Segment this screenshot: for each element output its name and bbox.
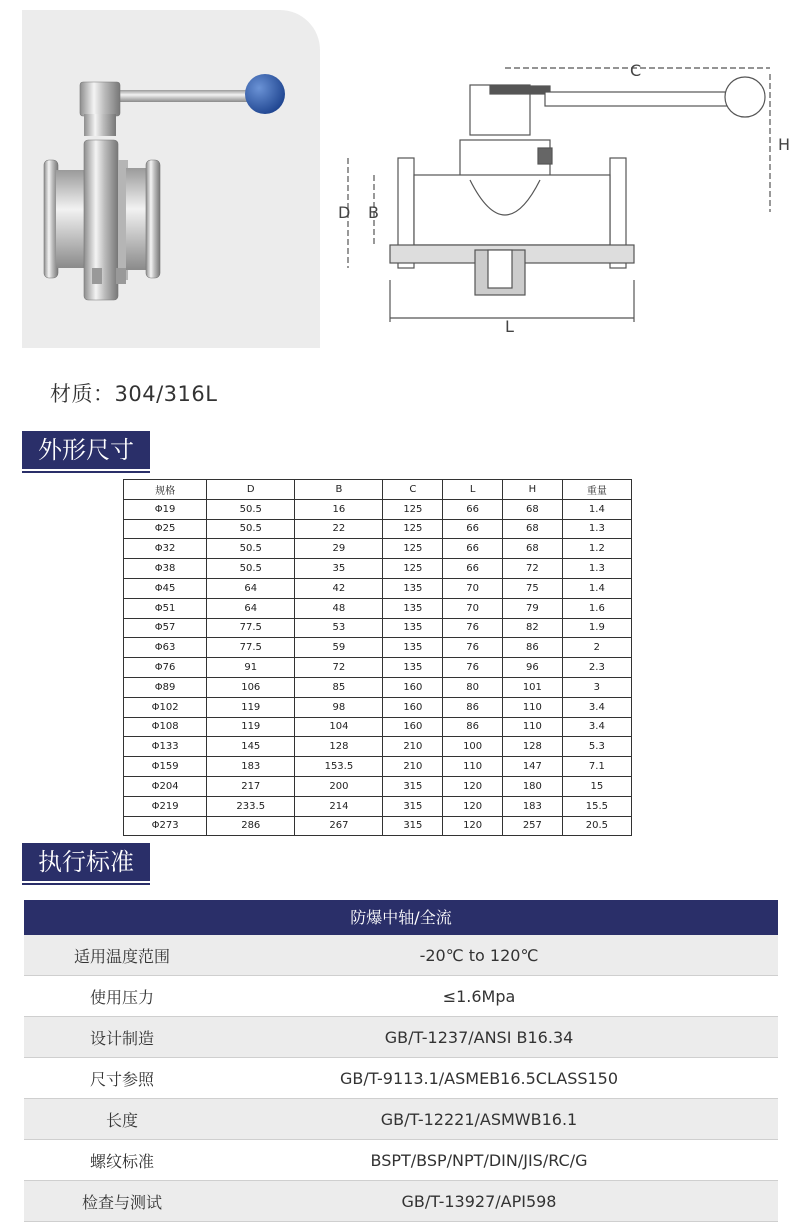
table-cell: 66: [443, 559, 503, 579]
table-cell: 79: [502, 598, 562, 618]
table-cell: 1.3: [562, 559, 631, 579]
table-cell: 315: [383, 796, 443, 816]
table-cell: 98: [295, 697, 383, 717]
table-row: [124, 539, 632, 559]
table-row: [124, 757, 632, 777]
standards-row: [24, 935, 778, 976]
table-cell: Φ219: [124, 796, 207, 816]
table-header-cell: 重量: [562, 480, 631, 500]
table-cell: 135: [383, 578, 443, 598]
table-cell: 50.5: [207, 539, 295, 559]
table-cell: 106: [207, 677, 295, 697]
standards-row: [24, 1058, 778, 1099]
dim-label-b: B: [368, 203, 379, 222]
table-row: [124, 776, 632, 796]
material-label: 材质：304/316L: [50, 382, 218, 406]
table-cell: 110: [502, 717, 562, 737]
table-cell: Φ38: [124, 559, 207, 579]
table-cell: 29: [295, 539, 383, 559]
table-cell: 68: [502, 519, 562, 539]
table-cell: 76: [443, 618, 503, 638]
table-cell: 101: [502, 677, 562, 697]
standards-value: BSPT/BSP/NPT/DIN/JIS/RC/G: [370, 1150, 588, 1170]
table-cell: 76: [443, 638, 503, 658]
table-cell: 72: [295, 658, 383, 678]
table-cell: Φ76: [124, 658, 207, 678]
table-cell: 3: [562, 677, 631, 697]
table-cell: 35: [295, 559, 383, 579]
technical-drawing: [330, 50, 800, 340]
table-cell: Φ273: [124, 816, 207, 836]
table-cell: 86: [443, 717, 503, 737]
table-cell: 183: [207, 757, 295, 777]
valve-dimension-drawing: [330, 50, 800, 340]
table-cell: 100: [443, 737, 503, 757]
table-cell: 53: [295, 618, 383, 638]
table-cell: 210: [383, 737, 443, 757]
table-cell: 22: [295, 519, 383, 539]
table-cell: 135: [383, 598, 443, 618]
table-cell: 7.1: [562, 757, 631, 777]
table-cell: 77.5: [207, 638, 295, 658]
standards-value: GB/T-1237/ANSI B16.34: [384, 1027, 574, 1047]
standards-table: [24, 900, 778, 1222]
table-cell: 153.5: [295, 757, 383, 777]
table-cell: 66: [443, 499, 503, 519]
standards-row: [24, 1017, 778, 1058]
table-row: [124, 677, 632, 697]
table-cell: 3.4: [562, 717, 631, 737]
standards-value: GB/T-12221/ASMWB16.1: [380, 1109, 578, 1129]
table-cell: 135: [383, 658, 443, 678]
table-header-row: [124, 480, 632, 500]
table-cell: 85: [295, 677, 383, 697]
table-cell: 135: [383, 638, 443, 658]
table-cell: 119: [207, 697, 295, 717]
table-cell: 200: [295, 776, 383, 796]
product-photo: [22, 10, 320, 348]
table-cell: 1.9: [562, 618, 631, 638]
table-cell: 147: [502, 757, 562, 777]
butterfly-valve-illustration: [22, 10, 320, 348]
table-cell: 70: [443, 598, 503, 618]
table-row: [124, 717, 632, 737]
table-cell: 68: [502, 499, 562, 519]
dim-label-l: L: [505, 317, 514, 336]
standards-row: [24, 1140, 778, 1181]
table-cell: 75: [502, 578, 562, 598]
table-cell: 64: [207, 578, 295, 598]
table-cell: 214: [295, 796, 383, 816]
table-cell: 77.5: [207, 618, 295, 638]
table-cell: 66: [443, 539, 503, 559]
table-cell: 2.3: [562, 658, 631, 678]
table-cell: 50.5: [207, 559, 295, 579]
dim-label-c: C: [630, 61, 642, 80]
table-cell: 66: [443, 519, 503, 539]
table-cell: Φ159: [124, 757, 207, 777]
standards-row: [24, 1099, 778, 1140]
table-cell: 1.3: [562, 519, 631, 539]
table-cell: Φ102: [124, 697, 207, 717]
table-row: [124, 658, 632, 678]
table-row: [124, 578, 632, 598]
table-cell: 217: [207, 776, 295, 796]
table-cell: 2: [562, 638, 631, 658]
table-cell: 91: [207, 658, 295, 678]
table-header-cell: D: [207, 480, 295, 500]
table-cell: 48: [295, 598, 383, 618]
table-cell: 1.4: [562, 499, 631, 519]
table-cell: 125: [383, 499, 443, 519]
table-cell: 16: [295, 499, 383, 519]
standards-key: 螺纹标准: [89, 1151, 154, 1171]
table-cell: 160: [383, 697, 443, 717]
table-cell: 110: [502, 697, 562, 717]
table-cell: Φ57: [124, 618, 207, 638]
table-cell: 128: [502, 737, 562, 757]
table-row: [124, 499, 632, 519]
table-cell: 315: [383, 816, 443, 836]
table-cell: 72: [502, 559, 562, 579]
table-row: [124, 598, 632, 618]
table-cell: 180: [502, 776, 562, 796]
table-row: [124, 816, 632, 836]
table-cell: 210: [383, 757, 443, 777]
table-cell: 59: [295, 638, 383, 658]
table-cell: Φ19: [124, 499, 207, 519]
table-cell: 15: [562, 776, 631, 796]
table-row: [124, 697, 632, 717]
standards-value: GB/T-9113.1/ASMEB16.5CLASS150: [339, 1068, 619, 1088]
table-cell: Φ204: [124, 776, 207, 796]
standards-value: GB/T-13927/API598: [401, 1191, 557, 1211]
table-row: [124, 519, 632, 539]
table-cell: 125: [383, 559, 443, 579]
table-cell: 120: [443, 776, 503, 796]
table-cell: 5.3: [562, 737, 631, 757]
table-cell: 1.6: [562, 598, 631, 618]
dim-label-d: D: [338, 203, 351, 222]
table-cell: 286: [207, 816, 295, 836]
table-cell: 42: [295, 578, 383, 598]
table-cell: 76: [443, 658, 503, 678]
table-cell: 257: [502, 816, 562, 836]
table-cell: Φ89: [124, 677, 207, 697]
table-cell: 96: [502, 658, 562, 678]
table-cell: Φ25: [124, 519, 207, 539]
table-cell: 128: [295, 737, 383, 757]
table-cell: 315: [383, 776, 443, 796]
table-cell: 50.5: [207, 519, 295, 539]
dimensions-table: [123, 479, 632, 836]
table-cell: 145: [207, 737, 295, 757]
table-cell: 160: [383, 717, 443, 737]
table-cell: 135: [383, 618, 443, 638]
table-row: [124, 796, 632, 816]
table-row: [124, 559, 632, 579]
standards-key: 尺寸参照: [89, 1069, 154, 1089]
standards-key: 长度: [105, 1110, 138, 1130]
standards-key: 适用温度范围: [73, 946, 170, 966]
table-cell: 183: [502, 796, 562, 816]
table-cell: 160: [383, 677, 443, 697]
table-cell: Φ45: [124, 578, 207, 598]
table-cell: Φ133: [124, 737, 207, 757]
table-cell: Φ32: [124, 539, 207, 559]
standards-row: [24, 1181, 778, 1222]
table-cell: 125: [383, 519, 443, 539]
standards-key: 检查与测试: [81, 1192, 162, 1212]
table-cell: 110: [443, 757, 503, 777]
table-cell: 68: [502, 539, 562, 559]
table-header-cell: H: [502, 480, 562, 500]
standards-value: ≤1.6Mpa: [442, 986, 516, 1006]
standards-key: 使用压力: [89, 987, 154, 1007]
table-cell: 15.5: [562, 796, 631, 816]
table-cell: 64: [207, 598, 295, 618]
dimensions-heading: 外形尺寸: [22, 431, 150, 469]
table-cell: 1.2: [562, 539, 631, 559]
table-cell: Φ63: [124, 638, 207, 658]
standards-key: 设计制造: [89, 1028, 154, 1048]
table-cell: 82: [502, 618, 562, 638]
table-cell: Φ51: [124, 598, 207, 618]
table-cell: 119: [207, 717, 295, 737]
table-row: [124, 737, 632, 757]
table-row: [124, 618, 632, 638]
table-header-cell: 规格: [124, 480, 207, 500]
table-row: [124, 638, 632, 658]
table-cell: 120: [443, 796, 503, 816]
table-cell: 104: [295, 717, 383, 737]
table-cell: 3.4: [562, 697, 631, 717]
table-header-cell: L: [443, 480, 503, 500]
table-header-cell: C: [383, 480, 443, 500]
table-header-cell: B: [295, 480, 383, 500]
dim-label-h: H: [778, 135, 791, 154]
table-cell: 233.5: [207, 796, 295, 816]
standards-value: -20℃ to 120℃: [419, 945, 539, 965]
table-cell: 86: [443, 697, 503, 717]
standards-row: [24, 976, 778, 1017]
table-cell: 1.4: [562, 578, 631, 598]
table-cell: 125: [383, 539, 443, 559]
table-cell: 267: [295, 816, 383, 836]
table-cell: 86: [502, 638, 562, 658]
table-cell: 50.5: [207, 499, 295, 519]
table-cell: 80: [443, 677, 503, 697]
standards-table-header: 防爆中轴/全流: [24, 900, 778, 935]
table-cell: 20.5: [562, 816, 631, 836]
table-cell: 120: [443, 816, 503, 836]
table-cell: 70: [443, 578, 503, 598]
table-cell: Φ108: [124, 717, 207, 737]
standards-heading: 执行标准: [22, 843, 150, 881]
